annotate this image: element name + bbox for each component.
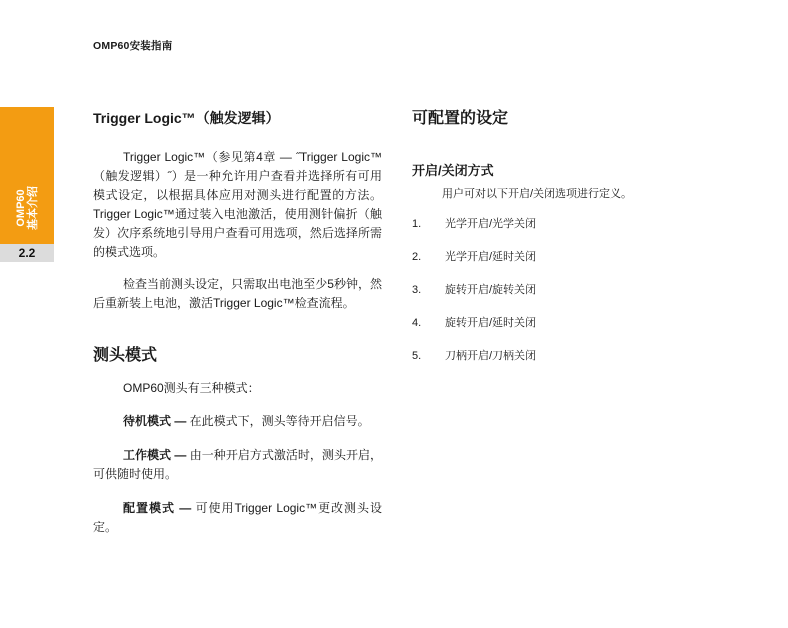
list-item-label: 光学开启/光学关闭 xyxy=(445,218,537,230)
standby-mode-text: 在此模式下，测头等待开启信号。 xyxy=(186,414,370,428)
on-off-methods-title: 开启/关闭方式 xyxy=(412,163,494,178)
config-mode-paragraph xyxy=(93,499,382,537)
left-column xyxy=(93,108,382,537)
document-header-title: OMP60安装指南 xyxy=(93,40,173,52)
operating-mode-label: 工作模式 — xyxy=(123,448,187,462)
list-item-label: 刀柄开启/刀柄关闭 xyxy=(445,350,537,362)
trigger-logic-paragraph-2: 检查当前测头设定，只需取出电池至少5秒钟，然后重新装上电池，激活Trigger Logic™检查流程。 xyxy=(93,277,382,310)
list-item-number: 4. xyxy=(412,317,422,329)
operating-mode-paragraph xyxy=(93,446,382,484)
list-item xyxy=(412,349,712,363)
standby-mode-label: 待机模式 — xyxy=(123,414,187,428)
chapter-side-tab-label xyxy=(15,186,39,230)
configurable-settings-title: 可配置的设定 xyxy=(412,110,509,127)
probe-modes-intro: OMP60测头有三种模式： xyxy=(123,381,260,395)
chapter-name: 基本介绍 xyxy=(27,186,39,230)
list-item-label: 光学开启/延时关闭 xyxy=(445,251,537,263)
chapter-product-name: OMP60 xyxy=(15,189,27,227)
on-off-methods-intro: 用户可对以下开启/关闭选项进行定义。 xyxy=(442,188,633,200)
list-item-label: 旋转开启/旋转关闭 xyxy=(445,284,537,296)
list-item-label: 旋转开启/延时关闭 xyxy=(445,317,537,329)
list-item-number: 1. xyxy=(412,218,422,230)
standby-mode-paragraph xyxy=(93,412,382,431)
config-mode-text: 可使用Trigger Logic™更改测头设定。 xyxy=(93,501,382,534)
on-off-options-list xyxy=(412,217,712,363)
trigger-logic-paragraph-1: Trigger Logic™（参见第4章 — ˝Trigger Logic™（触发逻辑）˝）是一种允许用户查看并选择所有可用模式设定，以根据具体应用对测头进行配置的方法。Trigger Logic™通过装入电池激活，使用测针偏折（触发）次序系统地引导用户查看可用选项，然后选择所需的模式选项。 xyxy=(93,150,382,259)
list-item xyxy=(412,316,712,330)
operating-mode-text: 由一种开启方式激活时，测头开启，可供随时使用。 xyxy=(93,448,382,481)
list-item-number: 3. xyxy=(412,284,422,296)
list-item xyxy=(412,250,712,264)
section-number: 2.2 xyxy=(0,244,54,262)
trigger-logic-title: Trigger Logic™（触发逻辑） xyxy=(93,110,280,126)
right-column xyxy=(412,108,712,382)
list-item xyxy=(412,217,712,231)
list-item-number: 5. xyxy=(412,350,422,362)
probe-modes-title: 测头模式 xyxy=(93,347,158,364)
config-mode-label: 配置模式 — xyxy=(123,501,192,515)
list-item xyxy=(412,283,712,297)
list-item-number: 2. xyxy=(412,251,422,263)
